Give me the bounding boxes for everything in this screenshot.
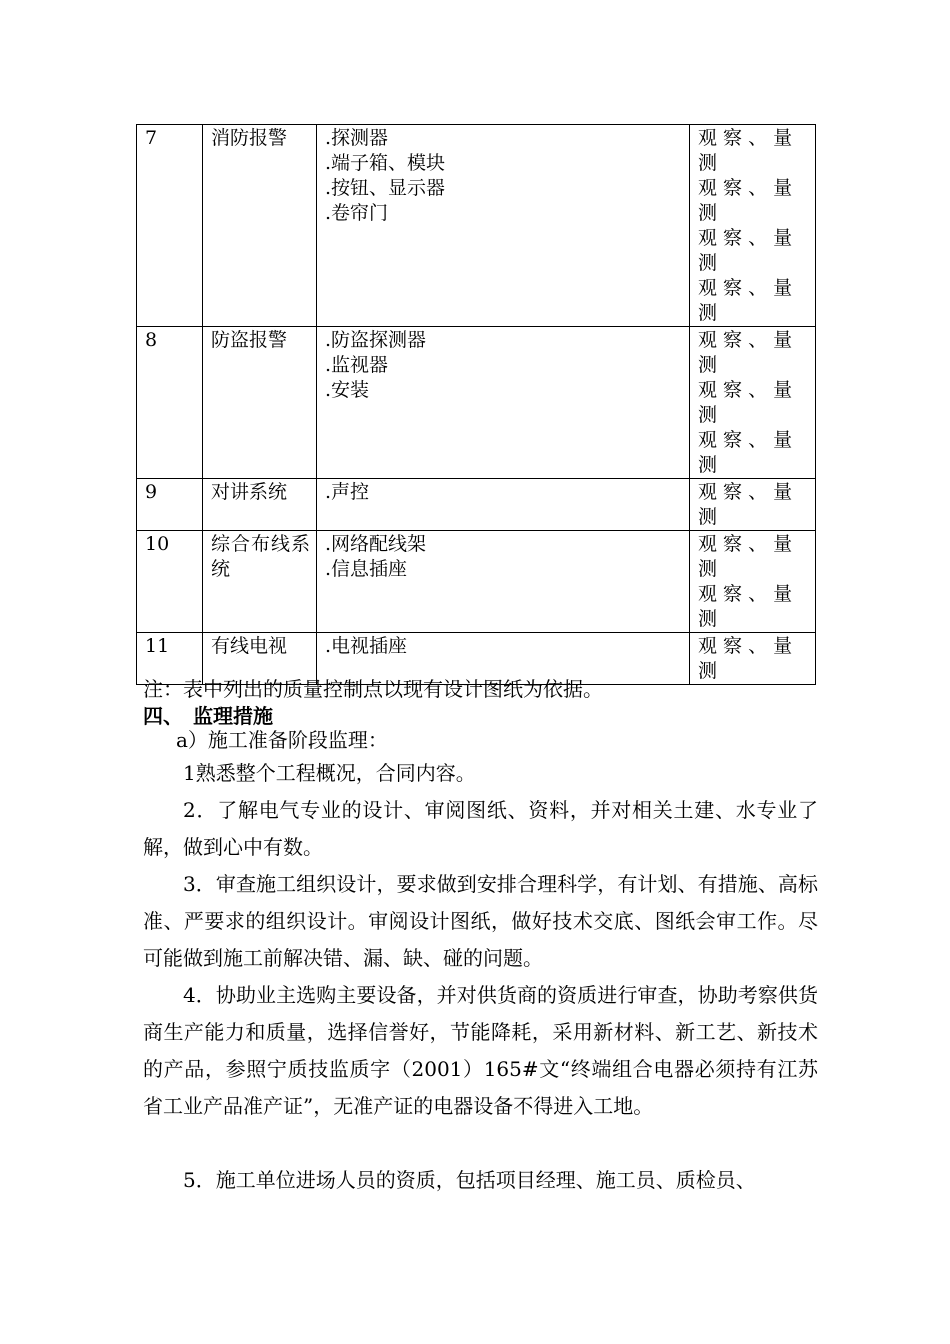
row-category: 消防报警 <box>203 125 317 327</box>
section-heading: 四、 监理措施 <box>143 704 273 728</box>
inspection-method: 测 <box>698 404 718 426</box>
inspection-method: 测 <box>698 252 718 274</box>
paragraph-5: 5．施工单位进场人员的资质，包括项目经理、施工员、质检员、 <box>183 1168 756 1192</box>
control-item: .网络配线架 <box>325 533 427 555</box>
table-row <box>137 125 816 327</box>
row-category: 有线电视 <box>203 633 317 685</box>
row-category: 防盗报警 <box>203 327 317 479</box>
paragraph-2: 2．了解电气专业的设计、审阅图纸、资料，并对相关土建、水专业了解，做到心中有数。 <box>143 798 818 859</box>
inspection-method: 观 察 、 量 <box>698 329 793 351</box>
inspection-method: 观 察 、 量 <box>698 429 793 451</box>
inspection-method: 观 察 、 量 <box>698 635 793 657</box>
control-item: .端子箱、模块 <box>325 152 446 174</box>
table-row <box>137 531 816 633</box>
control-item: .探测器 <box>325 127 389 149</box>
row-category: 综合布线系统 <box>203 531 317 633</box>
inspection-method: 测 <box>698 454 718 476</box>
inspection-method: 测 <box>698 506 718 528</box>
control-item: .声控 <box>325 481 370 503</box>
row-methods <box>690 479 816 531</box>
inspection-method: 观 察 、 量 <box>698 277 793 299</box>
row-items <box>317 479 690 531</box>
row-methods <box>690 327 816 479</box>
control-item: .信息插座 <box>325 558 408 580</box>
table-row <box>137 479 816 531</box>
row-items <box>317 125 690 327</box>
inspection-method: 测 <box>698 660 718 682</box>
inspection-method: 测 <box>698 558 718 580</box>
table-row <box>137 327 816 479</box>
control-item: .卷帘门 <box>325 202 389 224</box>
row-number: 7 <box>137 125 203 327</box>
paragraph-1: 1熟悉整个工程概况，合同内容。 <box>183 761 476 785</box>
inspection-method: 观 察 、 量 <box>698 227 793 249</box>
inspection-method: 测 <box>698 152 718 174</box>
inspection-method: 测 <box>698 302 718 324</box>
control-item: .按钮、显示器 <box>325 177 446 199</box>
table-note: 注：表中列出的质量控制点以现有设计图纸为依据。 <box>143 677 603 701</box>
quality-control-table <box>136 124 816 685</box>
row-methods <box>690 531 816 633</box>
inspection-method: 测 <box>698 608 718 630</box>
control-item: .安装 <box>325 379 370 401</box>
control-item: .防盗探测器 <box>325 329 427 351</box>
row-number: 11 <box>137 633 203 685</box>
sub-heading: a）施工准备阶段监理： <box>176 728 388 752</box>
row-number: 9 <box>137 479 203 531</box>
inspection-method: 观 察 、 量 <box>698 127 793 149</box>
inspection-method: 观 察 、 量 <box>698 481 793 503</box>
inspection-method: 观 察 、 量 <box>698 583 793 605</box>
row-items <box>317 327 690 479</box>
inspection-method: 观 察 、 量 <box>698 533 793 555</box>
paragraph-4: 4．协助业主选购主要设备，并对供货商的资质进行审查，协助考察供货商生产能力和质量，选择信誉好，节能降耗，采用新材料、新工艺、新技术的产品，参照宁质技监质字（2001）165#文“终端组合电器必须持有江苏省工业产品准产证”，无准产证的电器设备不得进入工地。 <box>143 983 818 1118</box>
row-number: 10 <box>137 531 203 633</box>
control-item: .监视器 <box>325 354 389 376</box>
inspection-method: 测 <box>698 354 718 376</box>
inspection-method: 观 察 、 量 <box>698 379 793 401</box>
inspection-method: 测 <box>698 202 718 224</box>
inspection-method: 观 察 、 量 <box>698 177 793 199</box>
row-items <box>317 531 690 633</box>
row-methods <box>690 125 816 327</box>
row-category: 对讲系统 <box>203 479 317 531</box>
row-number: 8 <box>137 327 203 479</box>
control-item: .电视插座 <box>325 635 408 657</box>
paragraph-3: 3．审查施工组织设计，要求做到安排合理科学，有计划、有措施、高标准、严要求的组织设计。审阅设计图纸，做好技术交底、图纸会审工作。尽可能做到施工前解决错、漏、缺、碰的问题。 <box>143 872 818 970</box>
